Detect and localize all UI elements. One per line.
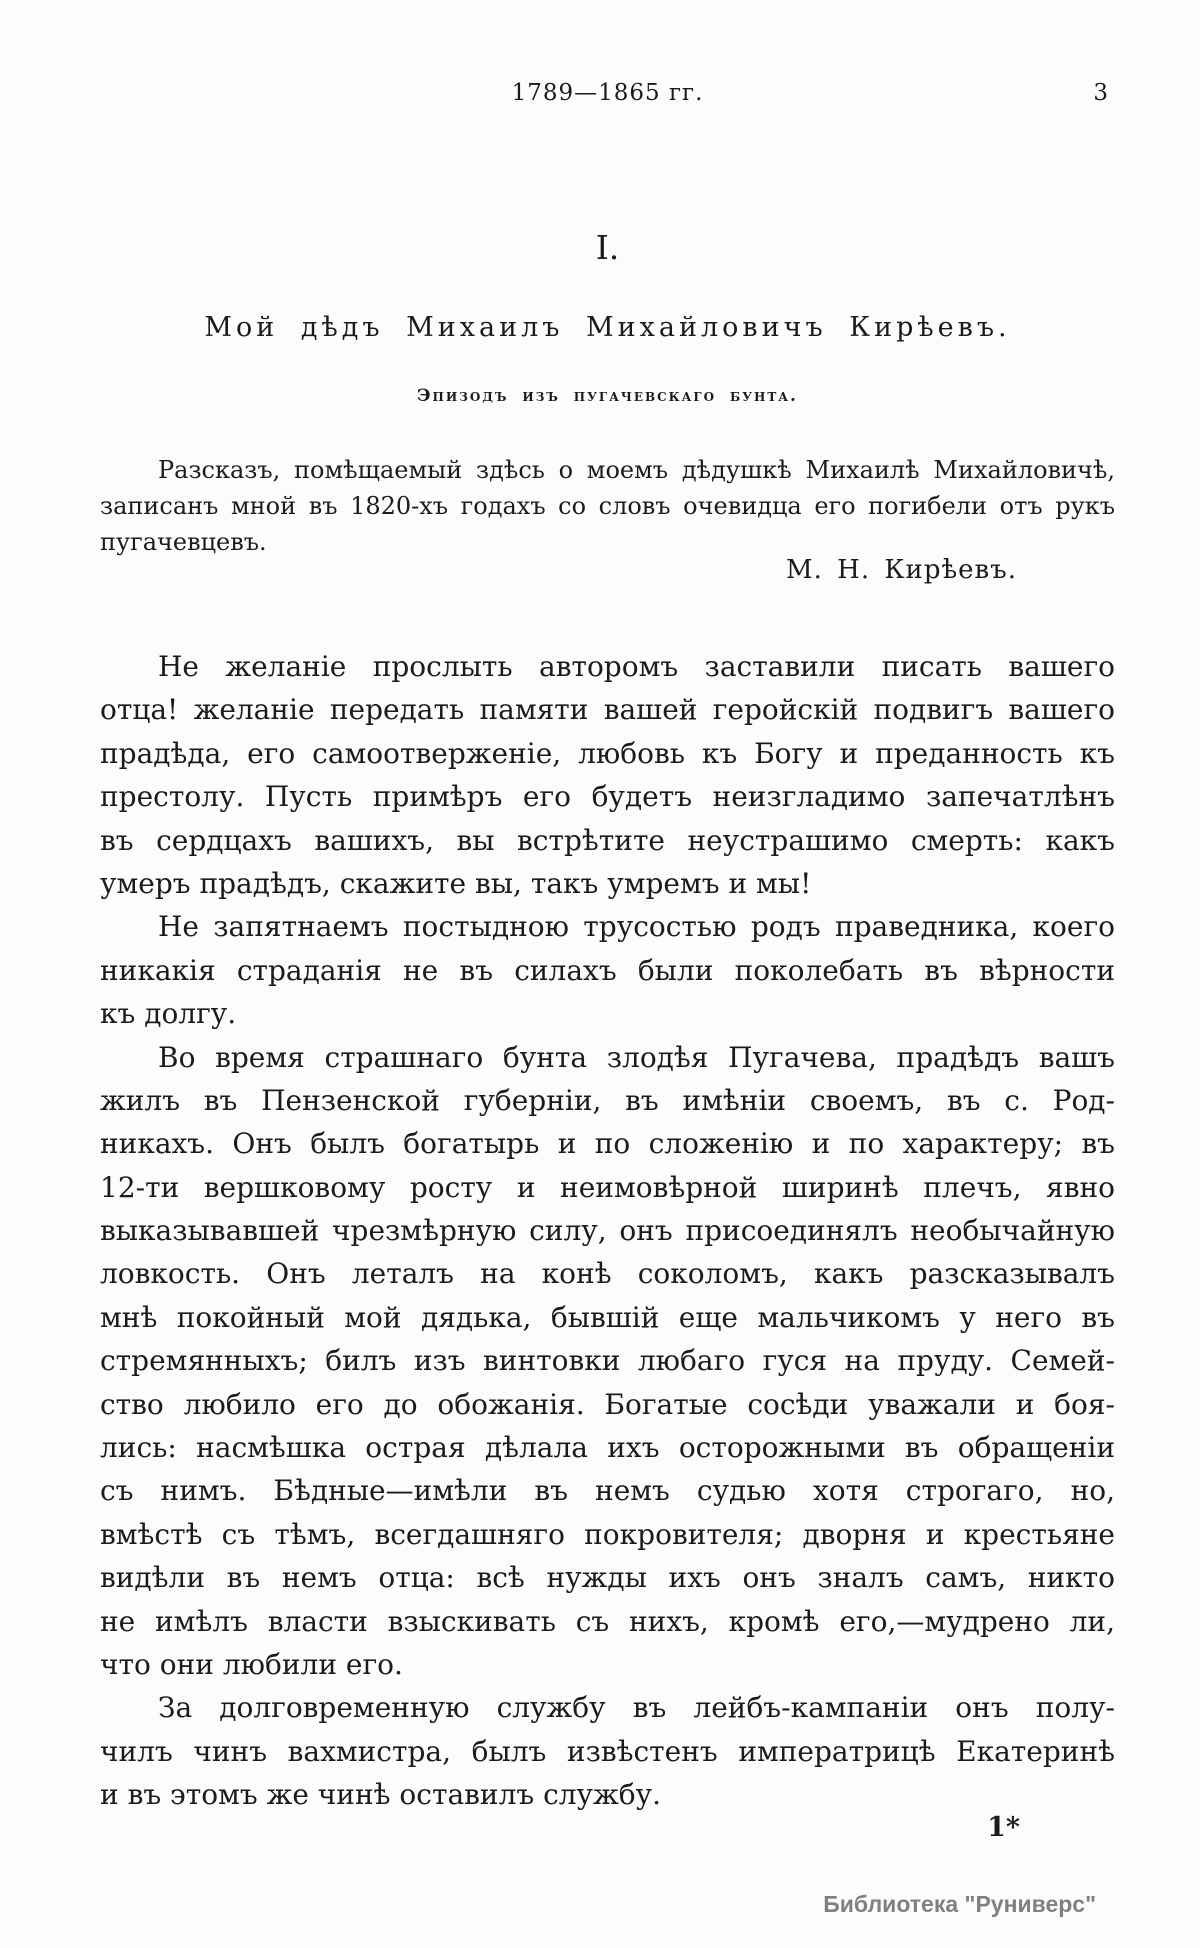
note-line: пугачевцевъ. [100, 528, 267, 556]
body-line: и въ этомъ же чинѣ оставилъ службу. [100, 1778, 661, 1812]
note-signature: М. Н. Кирѣевъ. [786, 555, 1017, 585]
body-line: стремянныхъ; билъ изъ винтовки любаго гуся на пруду. Семей- [100, 1344, 1115, 1378]
note-line: Разсказъ, помѣщаемый здѣсь о моемъ дѣдушкѣ Михаилѣ Михайловичѣ, [158, 456, 1115, 484]
library-watermark: Библиотека "Руниверс" [823, 1891, 1096, 1917]
chapter-subtitle: Эпизодъ изъ пугачевскаго бунта. [417, 386, 798, 406]
body-line: Во время страшнаго бунта злодѣя Пугачева, прадѣдъ вашъ [158, 1040, 1115, 1074]
body-line: вмѣстѣ съ тѣмъ, всегдашняго покровителя; дворня и крестьяне [100, 1517, 1115, 1551]
body-line: не имѣлъ власти взыскивать съ нихъ, кромѣ его,—мудрено ли, [100, 1604, 1115, 1638]
header-date-range: 1789—1865 гг. [511, 80, 704, 106]
body-line: съ нимъ. Бѣдные—имѣли въ немъ судью хотя строгаго, но, [100, 1474, 1115, 1508]
body-line: чилъ чинъ вахмистра, былъ извѣстенъ императрицѣ Екатеринѣ [100, 1734, 1115, 1768]
body-line: Не желаніе прослыть авторомъ заставили писать вашего [158, 650, 1115, 683]
body-line: въ сердцахъ вашихъ, вы встрѣтите неустрашимо смерть: какъ [100, 823, 1115, 857]
body-line: что они любили его. [100, 1647, 403, 1681]
section-number: I. [595, 228, 620, 267]
body-text [100, 645, 1115, 1817]
body-line: никахъ. Онъ былъ богатырь и по сложенію и по характеру; въ [100, 1127, 1115, 1161]
body-line: Не запятнаемъ постыдною трусостью родъ праведника, коего [158, 910, 1115, 944]
note-line: записанъ мной въ 1820-хъ годахъ со словъ очевидца его погибели отъ рукъ [100, 492, 1115, 520]
note-paragraph [100, 452, 1115, 560]
footnote-signature-mark: 1* [987, 1812, 1020, 1843]
page-number: 3 [1093, 80, 1108, 106]
body-line: выказывавшей чрезмѣрную силу, онъ присоединялъ необычайную [100, 1214, 1115, 1248]
body-line: отца! желаніе передать памяти вашей геройскій подвигъ вашего [100, 693, 1115, 727]
body-line: умеръ прадѣдъ, скажите вы, такъ умремъ и мы! [100, 866, 812, 900]
body-line: прадѣда, его самоотверженіе, любовь къ Богу и преданность къ [100, 736, 1115, 770]
body-line: жилъ въ Пензенской губерніи, въ имѣніи своемъ, въ с. Род- [100, 1083, 1115, 1117]
body-line: никакія страданія не въ силахъ были поколебать въ вѣрности [100, 953, 1115, 987]
body-line: престолу. Пусть примѣръ его будетъ неизгладимо запечатлѣнъ [100, 780, 1115, 814]
body-line: къ долгу. [100, 997, 237, 1031]
body-line: мнѣ покойный мой дядька, бывшій еще мальчикомъ у него въ [100, 1300, 1115, 1334]
body-line: лись: насмѣшка острая дѣлала ихъ осторожными въ обращеніи [100, 1431, 1115, 1465]
body-line: ство любило его до обожанія. Богатые сосѣди уважали и боя- [100, 1387, 1115, 1421]
body-line: 12-ти вершковому росту и неимовѣрной ширинѣ плечъ, явно [100, 1170, 1115, 1204]
body-line: ловкость. Онъ леталъ на конѣ соколомъ, какъ разсказывалъ [100, 1257, 1115, 1291]
chapter-title: Мой дѣдъ Михаилъ Михайловичъ Кирѣевъ. [204, 312, 1011, 343]
body-line: За долговременную службу въ лейбъ-кампаніи онъ полу- [158, 1691, 1115, 1725]
running-header [100, 80, 1115, 106]
body-line: видѣли въ немъ отца: всѣ нужды ихъ онъ зналъ самъ, никто [100, 1561, 1115, 1595]
